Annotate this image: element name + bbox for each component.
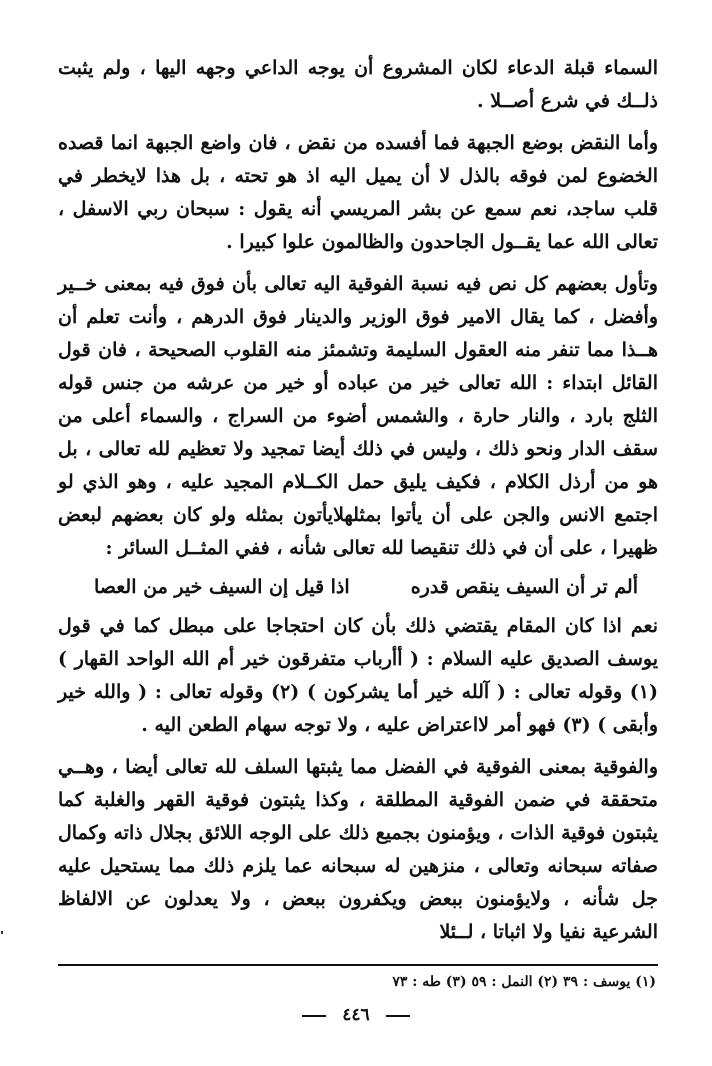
paragraph-5: والفوقية بمعنى الفوقية في الفضل مما يثبتها السلف لله تعالى أيضا ، وهــي متحققة في ضمن الفوقية المطلقة ، وكذا يثبتون فوقية القهر والغلبة كما يثبتون فوقية الذات ، ويؤمنون بجميع ذلك على الوجه اللائق بجلال ذاته وكمال صفاته سبحانه وتعالى ، منزهين له سبحانه عما يلزم ذلك مما يستحيل عليه جل شأنه ، ولايؤمنون ببعض ويكفرون ببعض ، ولا يعدلون عن الالفاظ الشرعية نفيا ولا اثباتا ، لــئلا bbox=[58, 756, 658, 943]
verse-first-hemistich: ألم تر أن السيف ينقص قدره bbox=[410, 576, 638, 598]
paragraph-1: السماء قبلة الدعاء لكان المشروع أن يوجه الداعي وجهه اليها ، ولم يثبت ذلــك في شرع أصــلا . bbox=[58, 57, 658, 112]
main-text bbox=[58, 52, 658, 949]
footnotes: (١) يوسف : ٣٩ (٢) النمل : ٥٩ (٣) طه : ٧٣ bbox=[392, 974, 656, 990]
footnote-divider bbox=[58, 964, 658, 966]
page-number-dash-left bbox=[302, 1015, 326, 1017]
page-number: ٤٤٦ bbox=[342, 1005, 370, 1025]
page-number-dash-right bbox=[386, 1015, 410, 1017]
page-number-line bbox=[0, 1005, 712, 1025]
paragraph-2: وأما النقض بوضع الجبهة فما أفسده من نقض ، فان واضع الجبهة انما قصده الخضوع لمن فوقه بالذل لا أن يميل اليه اذ هو تحته ، بل هذا لايخطر في قلب ساجد، نعم سمع عن بشر المريسي أنه يقول : سبحان ربي الاسفل ، تعالى الله عما يقــول الجاحدون والظالمون علوا كبيرا . bbox=[58, 132, 658, 253]
paragraph-3: وتأول بعضهم كل نص فيه نسبة الفوقية اليه تعالى بأن فوق فيه بمعنى خــير وأفضل ، كما يقال الامير فوق الوزير والدينار فوق الدرهم ، وأنت تعلم أن هــذا مما تنفر منه العقول السليمة وتشمئز منه القلوب الصحيحة ، فان قول القائل ابتداء : الله تعالى خير من عباده أو خير من عرشه من جنس قوله الثلج بارد ، والنار حارة ، والشمس أضوء من السراج ، والسماء أعلى من سقف الدار ونحو ذلك ، وليس في ذلك أيضا تمجيد ولا تعظيم لله تعالى ، بل هو من أرذل الكلام ، فكيف يليق حمل الكــلام المجيد عليه ، وهو الذي لو اجتمع الانس والجن على أن يأتوا بمثلهلايأتون بمثله ولو كان بعضهم لبعض ظهيرا ، على أن في ذلك تنقيصا لله تعالى شأنه ، ففي المثــل السائر : bbox=[58, 273, 658, 559]
verse-second-hemistich: اذا قيل إن السيف خير من العصا bbox=[94, 576, 350, 598]
paragraph-4: نعم اذا كان المقام يقتضي ذلك بأن كان احتجاجا على مبطل كما في قول يوسف الصديق عليه السلام : ( أأرباب متفرقون خير أم الله الواحد القهار ) (١) وقوله تعالى : ( آلله خير أما يشركون ) (٢) وقوله تعالى : ( والله خير وأبقى ) (٣) فهو أمر لااعتراض عليه ، ولا توجه سهام الطعن اليه . bbox=[58, 615, 658, 736]
scan-margin-mark bbox=[1, 931, 3, 934]
poetry-verse bbox=[94, 571, 638, 604]
